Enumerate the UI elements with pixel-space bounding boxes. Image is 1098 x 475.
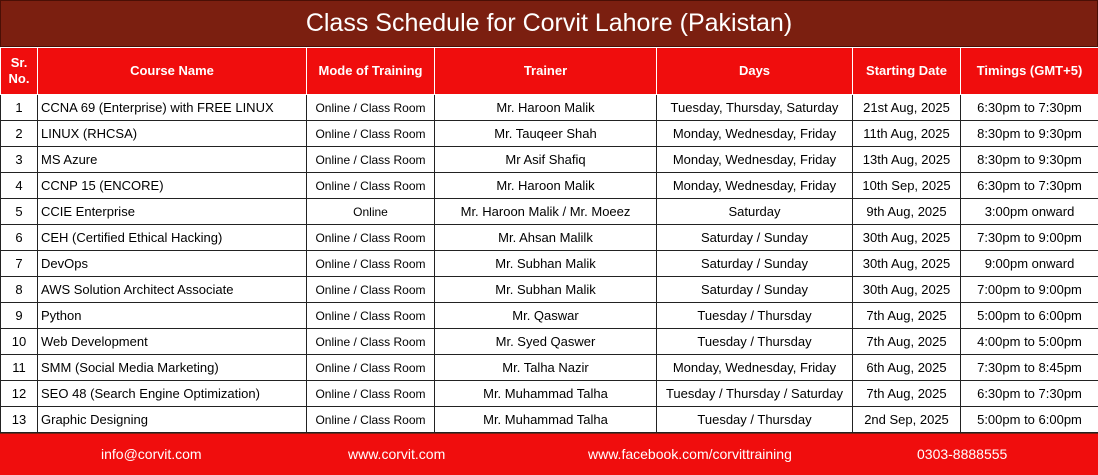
header-sr-line2: No.: [8, 71, 30, 86]
cell-course-name: DevOps: [38, 251, 307, 277]
cell-timings: 8:30pm to 9:30pm: [961, 147, 1098, 173]
cell-starting-date: 30th Aug, 2025: [853, 225, 961, 251]
cell-sr-no: 8: [1, 277, 38, 303]
cell-course-name: Graphic Designing: [38, 407, 307, 433]
footer-email[interactable]: info@corvit.com: [101, 446, 202, 462]
cell-days: Tuesday, Thursday, Saturday: [657, 95, 853, 121]
table-row: [1, 173, 1098, 199]
cell-sr-no: 6: [1, 225, 38, 251]
cell-course-name: CEH (Certified Ethical Hacking): [38, 225, 307, 251]
table-row: [1, 199, 1098, 225]
cell-mode-of-training: Online / Class Room: [307, 95, 435, 121]
schedule-table: [0, 47, 1098, 433]
header-sr-no: [1, 48, 38, 95]
cell-trainer: Mr. Syed Qaswer: [435, 329, 657, 355]
cell-days: Monday, Wednesday, Friday: [657, 121, 853, 147]
cell-starting-date: 30th Aug, 2025: [853, 251, 961, 277]
cell-mode-of-training: Online / Class Room: [307, 147, 435, 173]
cell-starting-date: 11th Aug, 2025: [853, 121, 961, 147]
cell-days: Monday, Wednesday, Friday: [657, 173, 853, 199]
cell-timings: 9:00pm onward: [961, 251, 1098, 277]
header-starting-date: Starting Date: [853, 48, 961, 95]
cell-days: Saturday: [657, 199, 853, 225]
cell-mode-of-training: Online / Class Room: [307, 251, 435, 277]
cell-timings: 7:00pm to 9:00pm: [961, 277, 1098, 303]
cell-timings: 7:30pm to 9:00pm: [961, 225, 1098, 251]
cell-sr-no: 2: [1, 121, 38, 147]
cell-course-name: LINUX (RHCSA): [38, 121, 307, 147]
cell-starting-date: 6th Aug, 2025: [853, 355, 961, 381]
cell-mode-of-training: Online: [307, 199, 435, 225]
table-row: [1, 355, 1098, 381]
table-row: [1, 95, 1098, 121]
cell-starting-date: 9th Aug, 2025: [853, 199, 961, 225]
cell-trainer: Mr. Muhammad Talha: [435, 381, 657, 407]
cell-days: Saturday / Sunday: [657, 251, 853, 277]
cell-trainer: Mr. Muhammad Talha: [435, 407, 657, 433]
header-days: Days: [657, 48, 853, 95]
page-title: Class Schedule for Corvit Lahore (Pakistan): [0, 0, 1098, 47]
cell-days: Saturday / Sunday: [657, 225, 853, 251]
cell-sr-no: 9: [1, 303, 38, 329]
table-row: [1, 329, 1098, 355]
cell-timings: 6:30pm to 7:30pm: [961, 95, 1098, 121]
cell-timings: 5:00pm to 6:00pm: [961, 303, 1098, 329]
cell-course-name: AWS Solution Architect Associate: [38, 277, 307, 303]
cell-sr-no: 10: [1, 329, 38, 355]
cell-starting-date: 10th Sep, 2025: [853, 173, 961, 199]
header-timings: Timings (GMT+5): [961, 48, 1098, 95]
cell-sr-no: 7: [1, 251, 38, 277]
cell-timings: 3:00pm onward: [961, 199, 1098, 225]
cell-trainer: Mr. Haroon Malik: [435, 95, 657, 121]
cell-mode-of-training: Online / Class Room: [307, 329, 435, 355]
cell-course-name: CCNP 15 (ENCORE): [38, 173, 307, 199]
cell-timings: 7:30pm to 8:45pm: [961, 355, 1098, 381]
footer-facebook[interactable]: www.facebook.com/corvittraining: [588, 446, 792, 462]
cell-trainer: Mr. Ahsan Malilk: [435, 225, 657, 251]
cell-days: Monday, Wednesday, Friday: [657, 355, 853, 381]
cell-mode-of-training: Online / Class Room: [307, 173, 435, 199]
cell-mode-of-training: Online / Class Room: [307, 355, 435, 381]
header-trainer: Trainer: [435, 48, 657, 95]
table-row: [1, 225, 1098, 251]
table-header-row: [1, 48, 1098, 95]
cell-course-name: CCNA 69 (Enterprise) with FREE LINUX: [38, 95, 307, 121]
table-row: [1, 381, 1098, 407]
cell-trainer: Mr. Haroon Malik: [435, 173, 657, 199]
header-course-name: Course Name: [38, 48, 307, 95]
footer-phone: 0303-8888555: [917, 446, 1008, 462]
cell-starting-date: 30th Aug, 2025: [853, 277, 961, 303]
cell-starting-date: 21st Aug, 2025: [853, 95, 961, 121]
cell-sr-no: 12: [1, 381, 38, 407]
cell-starting-date: 7th Aug, 2025: [853, 381, 961, 407]
header-sr-line1: Sr.: [10, 54, 28, 70]
cell-timings: 8:30pm to 9:30pm: [961, 121, 1098, 147]
cell-timings: 6:30pm to 7:30pm: [961, 173, 1098, 199]
cell-sr-no: 11: [1, 355, 38, 381]
cell-timings: 4:00pm to 5:00pm: [961, 329, 1098, 355]
cell-days: Saturday / Sunday: [657, 277, 853, 303]
cell-mode-of-training: Online / Class Room: [307, 121, 435, 147]
table-row: [1, 303, 1098, 329]
footer: [0, 433, 1098, 475]
cell-sr-no: 3: [1, 147, 38, 173]
cell-days: Tuesday / Thursday: [657, 303, 853, 329]
cell-course-name: SEO 48 (Search Engine Optimization): [38, 381, 307, 407]
schedule-body: [1, 95, 1098, 433]
cell-course-name: Python: [38, 303, 307, 329]
table-row: [1, 251, 1098, 277]
cell-course-name: CCIE Enterprise: [38, 199, 307, 225]
header-mode-of-training: Mode of Training: [307, 48, 435, 95]
cell-days: Tuesday / Thursday / Saturday: [657, 381, 853, 407]
table-row: [1, 121, 1098, 147]
footer-website[interactable]: www.corvit.com: [348, 446, 446, 462]
cell-trainer: Mr. Tauqeer Shah: [435, 121, 657, 147]
cell-days: Tuesday / Thursday: [657, 407, 853, 433]
cell-sr-no: 13: [1, 407, 38, 433]
cell-sr-no: 5: [1, 199, 38, 225]
cell-mode-of-training: Online / Class Room: [307, 277, 435, 303]
cell-trainer: Mr. Qaswar: [435, 303, 657, 329]
table-row: [1, 147, 1098, 173]
cell-sr-no: 4: [1, 173, 38, 199]
cell-trainer: Mr. Subhan Malik: [435, 251, 657, 277]
cell-trainer: Mr Asif Shafiq: [435, 147, 657, 173]
cell-timings: 5:00pm to 6:00pm: [961, 407, 1098, 433]
cell-starting-date: 13th Aug, 2025: [853, 147, 961, 173]
cell-course-name: Web Development: [38, 329, 307, 355]
table-row: [1, 277, 1098, 303]
cell-mode-of-training: Online / Class Room: [307, 225, 435, 251]
cell-timings: 6:30pm to 7:30pm: [961, 381, 1098, 407]
cell-days: Tuesday / Thursday: [657, 329, 853, 355]
cell-mode-of-training: Online / Class Room: [307, 381, 435, 407]
cell-trainer: Mr. Haroon Malik / Mr. Moeez: [435, 199, 657, 225]
cell-starting-date: 7th Aug, 2025: [853, 303, 961, 329]
table-row: [1, 407, 1098, 433]
cell-course-name: SMM (Social Media Marketing): [38, 355, 307, 381]
cell-trainer: Mr. Subhan Malik: [435, 277, 657, 303]
cell-days: Monday, Wednesday, Friday: [657, 147, 853, 173]
cell-mode-of-training: Online / Class Room: [307, 407, 435, 433]
cell-mode-of-training: Online / Class Room: [307, 303, 435, 329]
cell-course-name: MS Azure: [38, 147, 307, 173]
cell-starting-date: 7th Aug, 2025: [853, 329, 961, 355]
cell-sr-no: 1: [1, 95, 38, 121]
cell-trainer: Mr. Talha Nazir: [435, 355, 657, 381]
cell-starting-date: 2nd Sep, 2025: [853, 407, 961, 433]
